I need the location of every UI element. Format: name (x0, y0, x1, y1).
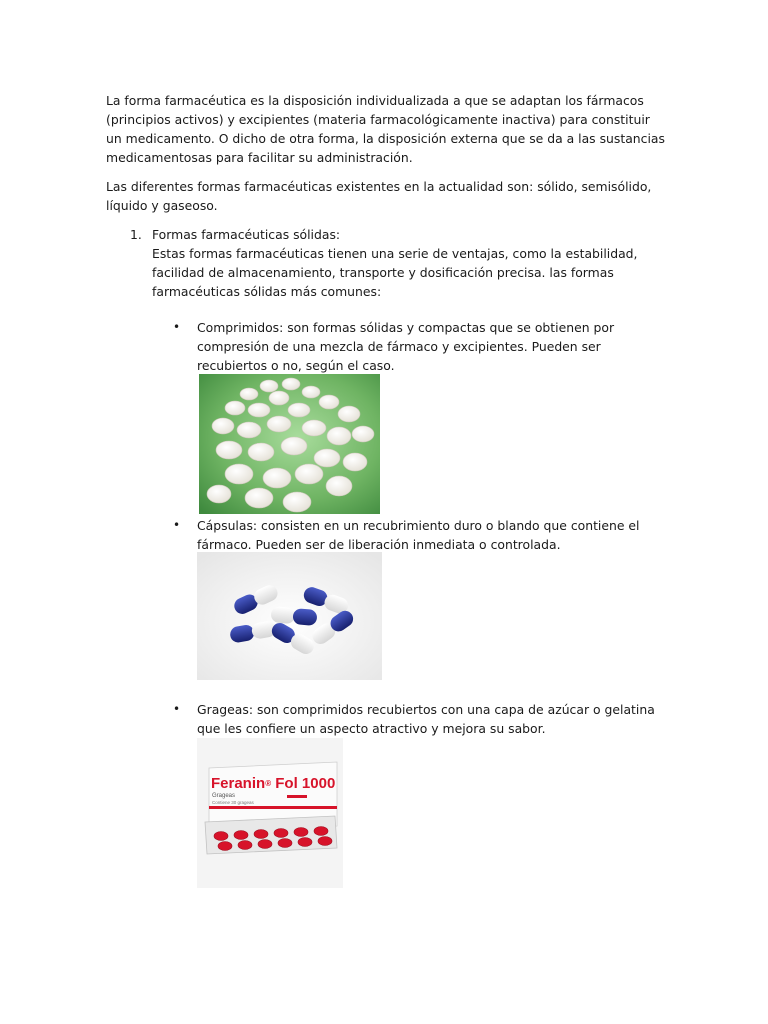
list-body-text: Estas formas farmacéuticas tienen una serie de ventajas, como la estabilidad, facilidad de almacenamiento, transporte y dosificación precisa. las formas farmacéuticas sólidas más comunes: (152, 246, 638, 299)
intro-paragraph: La forma farmacéutica es la disposición individualizada a que se adaptan los fármacos (principios activos) y excipientes (materia farmacológicamente inactiva) para constituir un medicamento. O dicho de otra forma, la disposición externa que se da a las sustancias medicamentosas para facilitar su administración. (106, 93, 665, 165)
bullet-symbol: • (173, 518, 181, 532)
white-tablets-icon (199, 374, 380, 514)
list-heading: Formas farmacéuticas sólidas: (152, 227, 341, 242)
feranin-subtitle: Grageas (212, 793, 236, 799)
forms-paragraph: Las diferentes formas farmacéuticas existentes en la actualidad son: sólido, semisólido, líquido y gaseoso. (106, 179, 652, 213)
feranin-box-icon (197, 738, 343, 888)
bullet-grageas: Grageas: son comprimidos recubiertos con una capa de azúcar o gelatina que les confiere un aspecto atractivo y mejora su sabor. (197, 702, 655, 736)
capsules-photo (197, 552, 382, 680)
feranin-brand-line (211, 776, 335, 792)
feranin-brand: Feranin (211, 775, 266, 792)
blue-white-capsules-icon (197, 552, 382, 680)
list-item-solid-forms (152, 225, 672, 301)
tablets-photo (199, 374, 380, 514)
bullet-symbol: • (173, 702, 181, 716)
feranin-reg: ® (265, 779, 272, 788)
feranin-photo (197, 738, 343, 888)
feranin-small-text: Contiene 30 grageas (212, 800, 254, 805)
bullet-capsulas: Cápsulas: consisten en un recubrimiento duro o blando que contiene el fármaco. Pueden ser de liberación inmediata o controlada. (197, 518, 640, 552)
bullet-symbol: • (173, 320, 181, 334)
feranin-product: Fol 1000 (275, 775, 336, 792)
bullet-comprimidos: Comprimidos: son formas sólidas y compactas que se obtienen por compresión de una mezcla de fármaco y excipientes. Pueden ser recubiertos o no, según el caso. (197, 320, 615, 373)
list-number: 1. (130, 227, 142, 242)
